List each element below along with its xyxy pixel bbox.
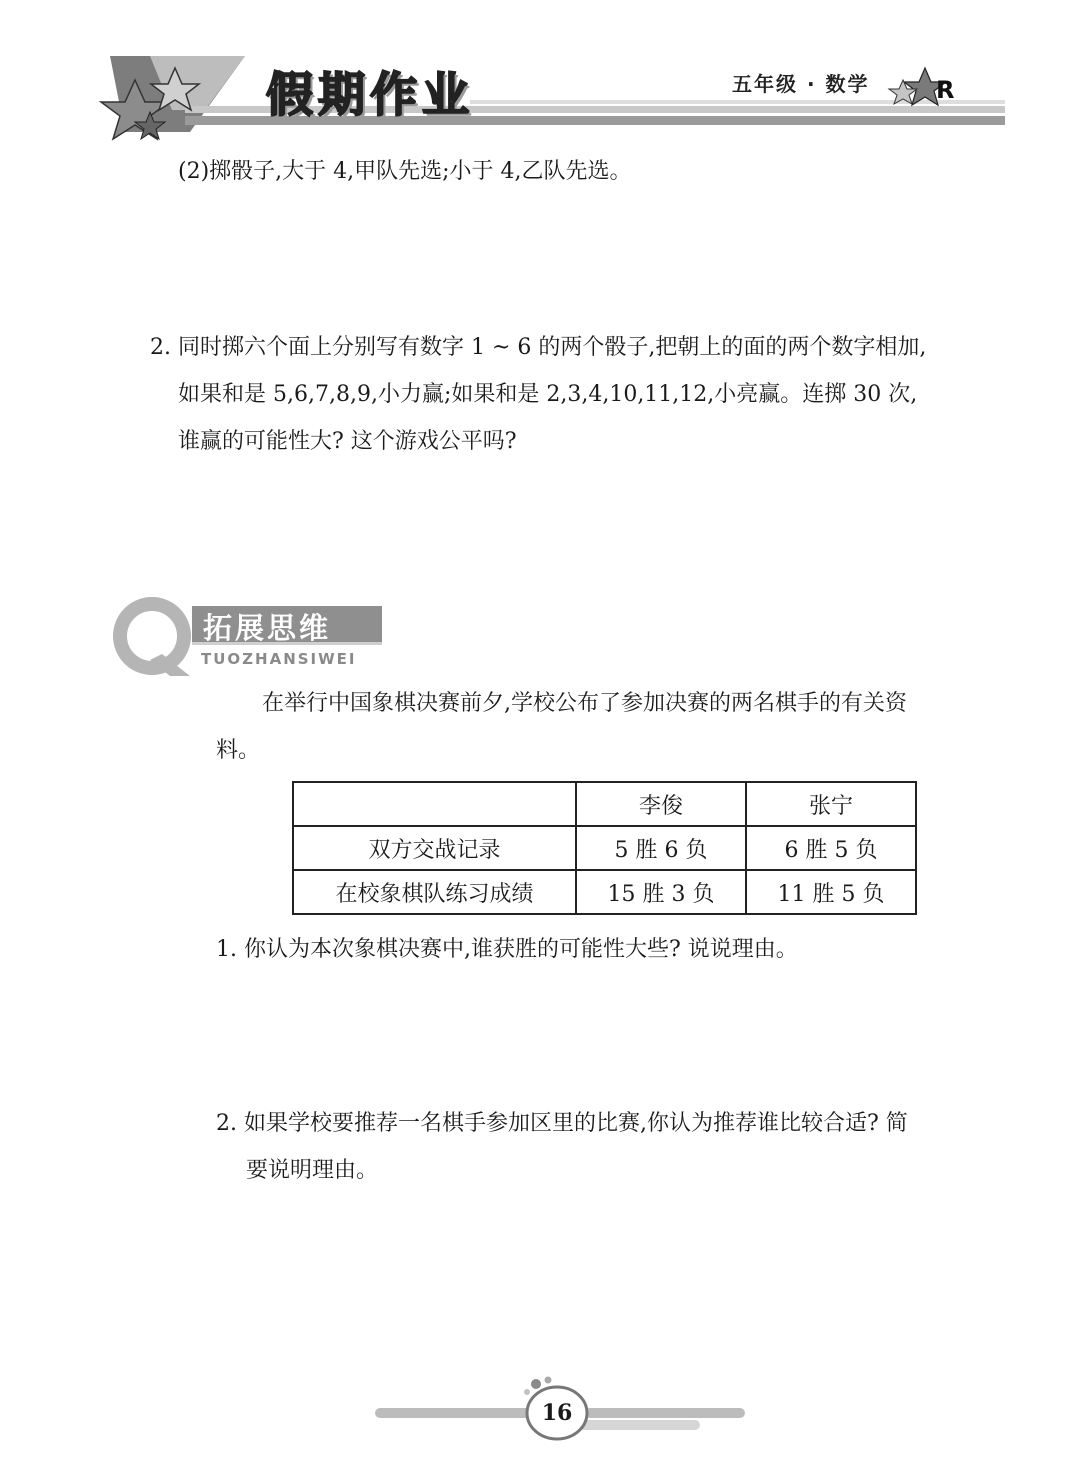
intro-line: 在举行中国象棋决赛前夕,学校公布了参加决赛的两名棋手的有关资 [262, 691, 907, 716]
page-number: 16 [541, 1400, 573, 1426]
table-header-cell: 李俊 [576, 782, 746, 826]
book-title: 假期作业 [266, 68, 474, 123]
players-record-table [292, 781, 917, 915]
section-title: 拓展思维 [203, 611, 332, 645]
section-intro [216, 680, 907, 774]
section-pinyin: TUOZHANSIWEI [201, 650, 357, 668]
ext-question-1: 1. 你认为本次象棋决赛中,谁获胜的可能性大些? 说说理由。 [216, 937, 798, 962]
question-2-line: 2. 同时掷六个面上分别写有数字 1 ~ 6 的两个骰子,把朝上的面的两个数字相加, [150, 335, 927, 360]
ext-question-2 [216, 1100, 908, 1194]
question-2-line: 如果和是 5,6,7,8,9,小力赢;如果和是 2,3,4,10,11,12,小亮赢。连掷 30 次, [178, 382, 918, 407]
table-cell: 双方交战记录 [293, 826, 576, 870]
table-header-cell: 张宁 [746, 782, 916, 826]
table-row [293, 870, 916, 914]
question-2-line: 谁赢的可能性大? 这个游戏公平吗? [178, 429, 517, 454]
intro-line: 料。 [216, 738, 261, 763]
edition-badge: R [936, 76, 955, 104]
table-cell: 11 胜 5 负 [746, 870, 916, 914]
ext-question-2-line: 要说明理由。 [246, 1158, 379, 1183]
question-2 [150, 324, 926, 465]
ext-question-2-line: 2. 如果学校要推荐一名棋手参加区里的比赛,你认为推荐谁比较合适? 简 [216, 1111, 908, 1136]
table-cell: 15 胜 3 负 [576, 870, 746, 914]
table-cell: 5 胜 6 负 [576, 826, 746, 870]
table-cell: 在校象棋队练习成绩 [293, 870, 576, 914]
header-decoration [0, 40, 1080, 150]
table-header-cell [293, 782, 576, 826]
table-row [293, 826, 916, 870]
table-cell: 6 胜 5 负 [746, 826, 916, 870]
question-part-2: (2)掷骰子,大于 4,甲队先选;小于 4,乙队先选。 [178, 159, 632, 184]
grade-subject-label: 五年级 · 数学 [732, 72, 870, 96]
table-header-row [293, 782, 916, 826]
